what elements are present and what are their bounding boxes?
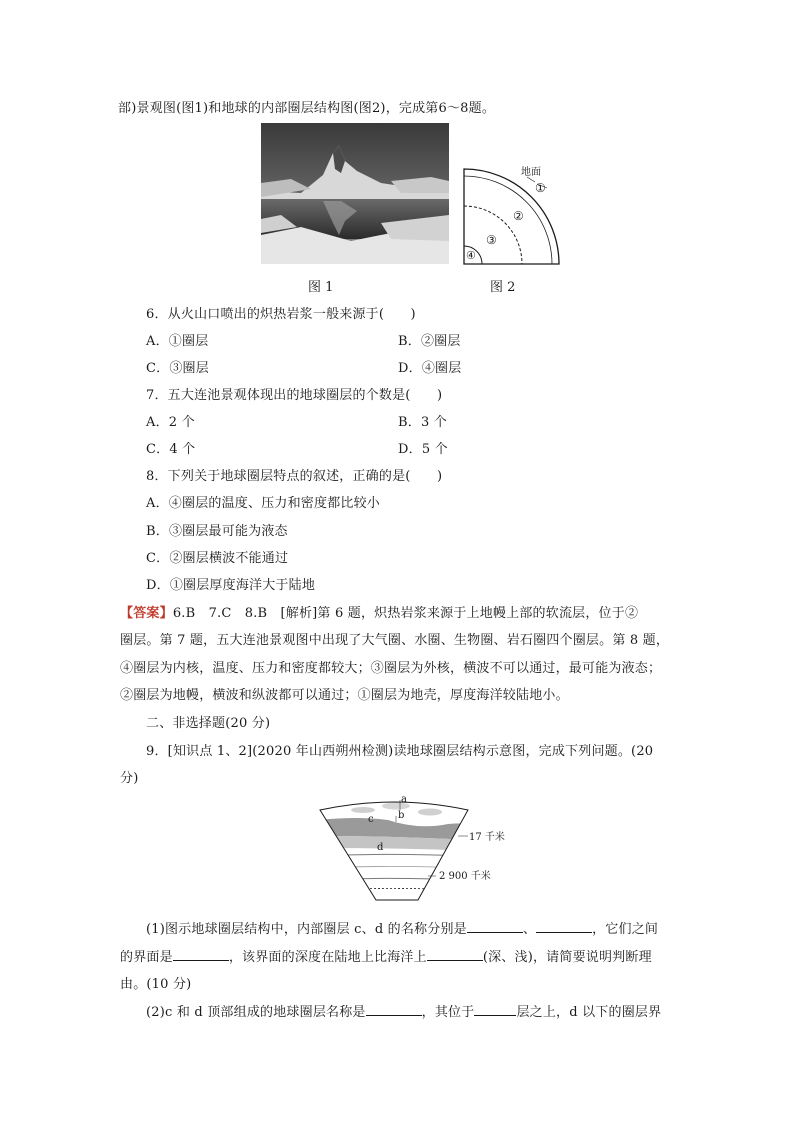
label-layer-2: ② [513,209,524,223]
figure2-caption: 图 2 [490,280,516,295]
q7-option-b: B．3 个 [398,415,447,430]
depth-label-17km: 17 千米 [469,832,505,843]
q8-option-c: C．②圈层横波不能通过 [146,551,289,566]
figure1-caption: 图 1 [308,280,334,295]
answer-text-1: 6.B 7.C 8.B [解析]第 6 题，炽热岩浆来源于上地幔上部的软流层，位于② [172,606,639,621]
q7-option-a: A．2 个 [146,415,195,430]
q9-part2-text-a: (2)c 和 d 顶部组成的地球圈层名称是 [146,1005,366,1020]
wedge-label-a: a [401,794,407,805]
blank-d-name[interactable] [536,920,592,933]
depth-label-2900km: 2 900 千米 [439,871,491,882]
q6-option-d: D．④圈层 [398,361,462,376]
wedge-label-b: b [398,810,405,821]
intro-text: 部)景观图(图1)和地球的内部圈层结构图(图2)，完成第6～8题。 [118,101,496,116]
wedge-label-d: d [377,842,384,853]
answer-line-1 [120,602,638,621]
q8-option-a: A．④圈层的温度、压力和密度都比较小 [146,496,380,511]
q9-part1-text-d: ，该界面的深度在陆地上比海洋上 [228,950,427,965]
wedge-label-c: c [368,814,374,825]
q9-part2-line1 [146,1001,661,1020]
q7-option-d: D．5 个 [398,442,448,457]
q9-part1-line1 [146,918,658,937]
q9-part1-text-e: (深、浅)，请简要说明判断理 [482,950,652,965]
q6-option-c: C．③圈层 [146,361,209,376]
section-heading: 二、非选择题(20 分) [146,716,271,731]
question-7-stem: 7．五大连池景观体现出的地球圈层的个数是( ) [146,388,443,403]
blank-c-name[interactable] [467,920,523,933]
q9-part2-text-c: 层之上，d 以下的圈层界 [516,1005,662,1020]
blank-interface[interactable] [173,948,229,961]
q9-part1-text-a: (1)图示地球圈层结构中，内部圈层 c、d 的名称分别是 [146,922,467,937]
answer-line-4: ②圈层为地幔，横波和纵波都可以通过；①圈层为地壳，厚度海洋较陆地小。 [120,688,569,703]
answer-line-2: 圈层。第 7 题，五大连池景观图中出现了大气圈、水圈、生物圈、岩石圈四个圈层。第 8 题， [120,633,670,648]
question-9-line-1: 9．[知识点 1、2](2020 年山西朔州检测)读地球圈层结构示意图，完成下列问题。(20 [146,744,654,759]
label-surface: 地面 [521,167,541,178]
q8-option-b: B．③圈层最可能为液态 [146,524,288,539]
q9-part1-text-b: ，它们之间 [592,922,659,937]
q6-option-a: A．①圈层 [146,334,209,349]
q8-option-d: D．①圈层厚度海洋大于陆地 [146,578,316,593]
blank-sphere-name[interactable] [366,1003,422,1016]
question-6-stem: 6．从火山口喷出的炽热岩浆一般来源于( ) [146,307,416,322]
q9-part1-line2 [120,946,652,965]
question-9-line-2: 分) [120,771,139,786]
q9-part1-sep: 、 [522,922,537,937]
q9-part1-text-c: 的界面是 [120,950,173,965]
answer-line-3: ④圈层为内核，温度、压力和密度都较大；③圈层为外核，横波不可以通过，最可能为液态； [120,661,662,676]
landscape-photo [261,123,449,264]
label-layer-4: ④ [466,249,476,262]
blank-depth[interactable] [427,948,483,961]
q6-option-b: B．②圈层 [398,334,461,349]
q7-option-c: C．4 个 [146,442,196,457]
answer-tag: 【答案】 [120,606,173,621]
label-layer-1: ① [535,181,546,195]
q9-part2-text-b: ，其位于 [421,1005,475,1020]
question-8-stem: 8．下列关于地球圈层特点的叙述，正确的是( ) [146,469,443,484]
earth-layer-wedge-diagram [318,796,498,906]
label-layer-3: ③ [486,233,497,247]
q9-part1-line3: 由。(10 分) [120,977,192,992]
blank-layer[interactable] [474,1003,516,1016]
